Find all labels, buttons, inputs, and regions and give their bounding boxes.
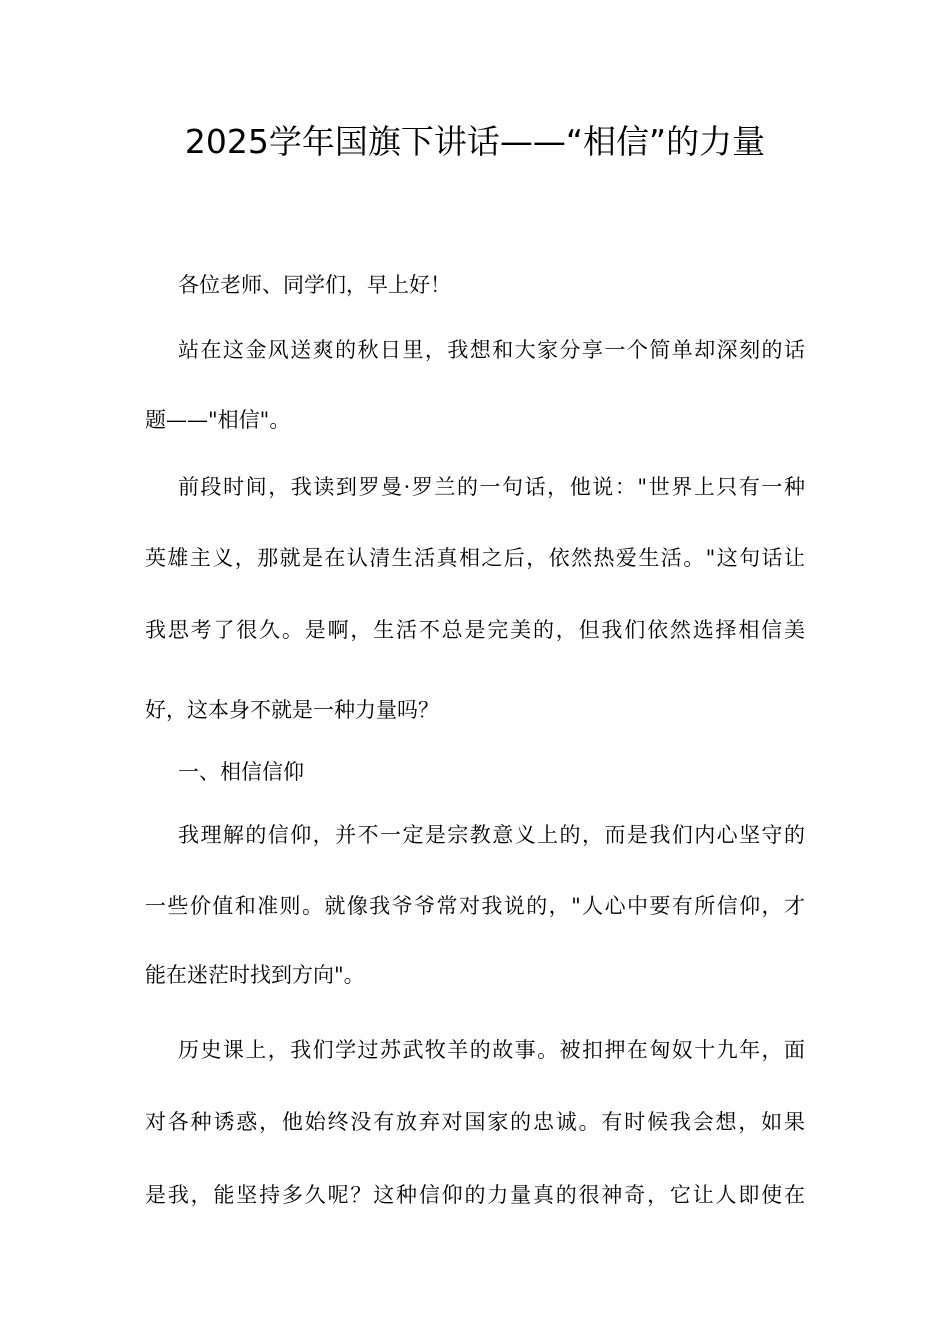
- paragraph-line: 我思考了很久。是啊，生活不总是完美的，但我们依然选择相信美: [145, 618, 805, 642]
- paragraph-line: 我理解的信仰，并不一定是宗教意义上的，而是我们内心坚守的: [178, 823, 805, 847]
- section-heading: 一、相信信仰: [178, 760, 304, 784]
- paragraph-line: 好，这本身不就是一种力量吗？: [145, 698, 439, 722]
- paragraph-line: 能在迷茫时找到方向"。: [145, 963, 365, 987]
- document-title: 2025学年国旗下讲话——“相信”的力量: [184, 122, 766, 161]
- paragraph-line: 对各种诱惑，他始终没有放弃对国家的忠诚。有时候我会想，如果: [145, 1110, 805, 1134]
- paragraph-line: 是我，能坚持多久呢？这种信仰的力量真的很神奇，它让人即使在: [145, 1183, 805, 1207]
- greeting: 各位老师、同学们，早上好！: [178, 273, 451, 297]
- paragraph-line: 题——"相信"。: [145, 408, 291, 432]
- paragraph-line: 站在这金风送爽的秋日里，我想和大家分享一个简单却深刻的话: [178, 338, 805, 362]
- paragraph-line: 历史课上，我们学过苏武牧羊的故事。被扣押在匈奴十九年，面: [178, 1038, 805, 1062]
- paragraph-line: 前段时间，我读到罗曼·罗兰的一句话，他说："世界上只有一种: [178, 475, 805, 499]
- paragraph-line: 一些价值和准则。就像我爷爷常对我说的，"人心中要有所信仰，才: [145, 894, 805, 918]
- paragraph-line: 英雄主义，那就是在认清生活真相之后，依然热爱生活。"这句话让: [145, 546, 805, 570]
